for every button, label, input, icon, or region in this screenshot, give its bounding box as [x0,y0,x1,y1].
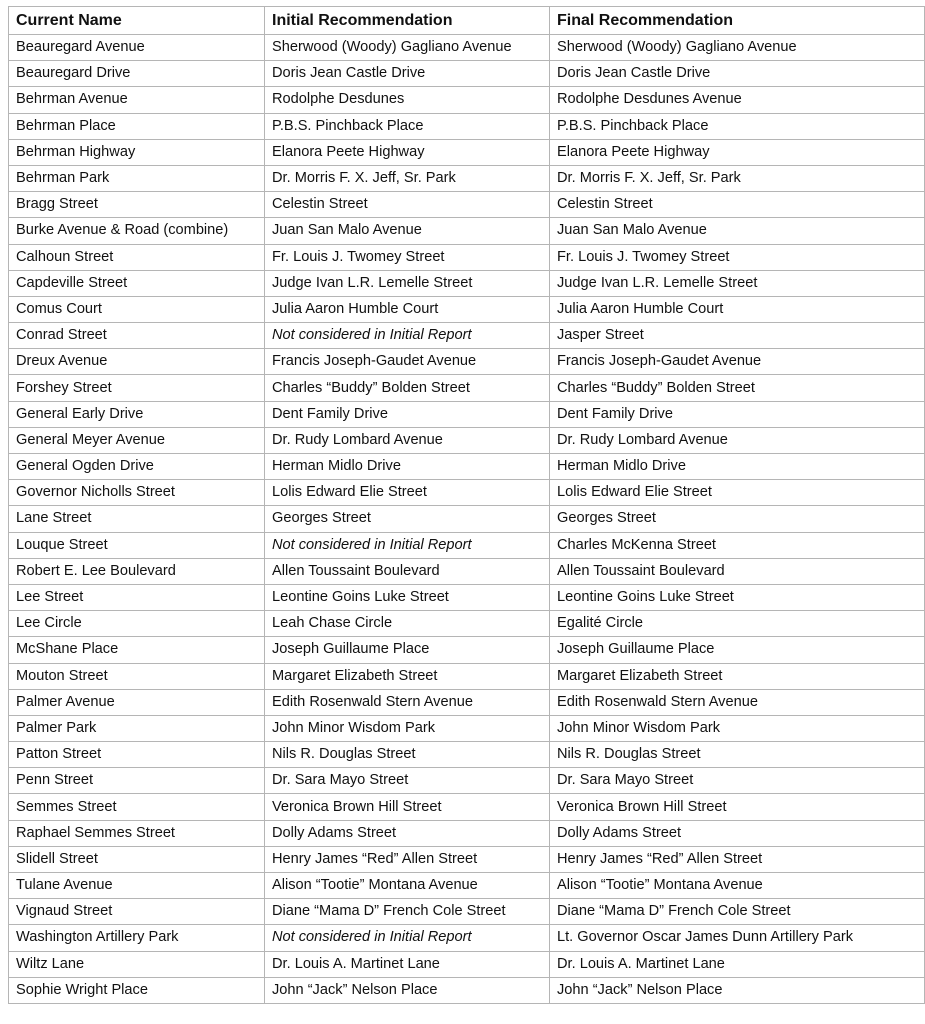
cell-current-name: Louque Street [9,532,265,558]
cell-final-recommendation: Diane “Mama D” French Cole Street [550,899,925,925]
cell-final-recommendation: Veronica Brown Hill Street [550,794,925,820]
cell-final-recommendation: Fr. Louis J. Twomey Street [550,244,925,270]
table-header [9,7,925,35]
cell-initial-recommendation: Leah Chase Circle [265,611,550,637]
cell-initial-recommendation: Veronica Brown Hill Street [265,794,550,820]
cell-current-name: Forshey Street [9,375,265,401]
cell-final-recommendation: Allen Toussaint Boulevard [550,558,925,584]
table-row [9,192,925,218]
cell-current-name: Bragg Street [9,192,265,218]
table-row [9,794,925,820]
cell-initial-recommendation: P.B.S. Pinchback Place [265,113,550,139]
table-row [9,375,925,401]
cell-current-name: General Ogden Drive [9,454,265,480]
cell-final-recommendation: John “Jack” Nelson Place [550,977,925,1003]
cell-current-name: Calhoun Street [9,244,265,270]
table-row [9,270,925,296]
cell-current-name: Behrman Park [9,165,265,191]
header-row [9,7,925,35]
cell-current-name: Wiltz Lane [9,951,265,977]
cell-initial-recommendation: Not considered in Initial Report [265,532,550,558]
table-row [9,244,925,270]
cell-initial-recommendation: Not considered in Initial Report [265,323,550,349]
table-row [9,35,925,61]
cell-final-recommendation: Julia Aaron Humble Court [550,296,925,322]
cell-initial-recommendation: Georges Street [265,506,550,532]
cell-final-recommendation: Charles McKenna Street [550,532,925,558]
table-row [9,506,925,532]
table-row [9,611,925,637]
table-row [9,951,925,977]
cell-final-recommendation: Leontine Goins Luke Street [550,584,925,610]
cell-final-recommendation: Elanora Peete Highway [550,139,925,165]
table-row [9,454,925,480]
cell-current-name: Palmer Park [9,715,265,741]
table-row [9,637,925,663]
cell-current-name: Lee Street [9,584,265,610]
cell-final-recommendation: Nils R. Douglas Street [550,742,925,768]
cell-current-name: Penn Street [9,768,265,794]
cell-final-recommendation: Jasper Street [550,323,925,349]
cell-current-name: Robert E. Lee Boulevard [9,558,265,584]
cell-current-name: Comus Court [9,296,265,322]
cell-final-recommendation: Margaret Elizabeth Street [550,663,925,689]
cell-current-name: McShane Place [9,637,265,663]
cell-current-name: Conrad Street [9,323,265,349]
cell-final-recommendation: Henry James “Red” Allen Street [550,846,925,872]
table-row [9,558,925,584]
table-row [9,139,925,165]
table-row [9,742,925,768]
cell-initial-recommendation: Judge Ivan L.R. Lemelle Street [265,270,550,296]
cell-final-recommendation: Alison “Tootie” Montana Avenue [550,873,925,899]
cell-initial-recommendation: Fr. Louis J. Twomey Street [265,244,550,270]
cell-current-name: Lee Circle [9,611,265,637]
cell-final-recommendation: Charles “Buddy” Bolden Street [550,375,925,401]
cell-initial-recommendation: Dr. Rudy Lombard Avenue [265,427,550,453]
cell-final-recommendation: Georges Street [550,506,925,532]
cell-final-recommendation: Juan San Malo Avenue [550,218,925,244]
table-row [9,899,925,925]
table-row [9,663,925,689]
cell-current-name: Governor Nicholls Street [9,480,265,506]
renaming-table-container [8,6,925,1004]
cell-current-name: Raphael Semmes Street [9,820,265,846]
cell-final-recommendation: John Minor Wisdom Park [550,715,925,741]
cell-final-recommendation: Doris Jean Castle Drive [550,61,925,87]
cell-initial-recommendation: Celestin Street [265,192,550,218]
table-row [9,87,925,113]
cell-final-recommendation: Dr. Rudy Lombard Avenue [550,427,925,453]
cell-current-name: General Early Drive [9,401,265,427]
cell-initial-recommendation: Charles “Buddy” Bolden Street [265,375,550,401]
cell-initial-recommendation: Diane “Mama D” French Cole Street [265,899,550,925]
table-row [9,113,925,139]
cell-current-name: Washington Artillery Park [9,925,265,951]
cell-initial-recommendation: Not considered in Initial Report [265,925,550,951]
cell-current-name: Palmer Avenue [9,689,265,715]
table-row [9,846,925,872]
table-row [9,61,925,87]
table-row [9,873,925,899]
cell-initial-recommendation: Dr. Morris F. X. Jeff, Sr. Park [265,165,550,191]
cell-final-recommendation: Dolly Adams Street [550,820,925,846]
cell-final-recommendation: Celestin Street [550,192,925,218]
cell-initial-recommendation: Nils R. Douglas Street [265,742,550,768]
cell-final-recommendation: Dent Family Drive [550,401,925,427]
table-row [9,401,925,427]
cell-final-recommendation: Herman Midlo Drive [550,454,925,480]
cell-initial-recommendation: Julia Aaron Humble Court [265,296,550,322]
cell-final-recommendation: Sherwood (Woody) Gagliano Avenue [550,35,925,61]
cell-initial-recommendation: Lolis Edward Elie Street [265,480,550,506]
cell-initial-recommendation: Dent Family Drive [265,401,550,427]
cell-current-name: Burke Avenue & Road (combine) [9,218,265,244]
cell-final-recommendation: Lolis Edward Elie Street [550,480,925,506]
table-row [9,715,925,741]
cell-final-recommendation: Dr. Louis A. Martinet Lane [550,951,925,977]
cell-current-name: Patton Street [9,742,265,768]
cell-current-name: Behrman Highway [9,139,265,165]
table-row [9,323,925,349]
cell-current-name: Slidell Street [9,846,265,872]
cell-initial-recommendation: Alison “Tootie” Montana Avenue [265,873,550,899]
cell-initial-recommendation: Margaret Elizabeth Street [265,663,550,689]
cell-initial-recommendation: Juan San Malo Avenue [265,218,550,244]
cell-final-recommendation: Rodolphe Desdunes Avenue [550,87,925,113]
cell-final-recommendation: Dr. Sara Mayo Street [550,768,925,794]
table-row [9,427,925,453]
cell-final-recommendation: Dr. Morris F. X. Jeff, Sr. Park [550,165,925,191]
cell-initial-recommendation: Edith Rosenwald Stern Avenue [265,689,550,715]
table-row [9,925,925,951]
cell-final-recommendation: Joseph Guillaume Place [550,637,925,663]
cell-initial-recommendation: Sherwood (Woody) Gagliano Avenue [265,35,550,61]
cell-current-name: Capdeville Street [9,270,265,296]
table-row [9,480,925,506]
cell-final-recommendation: Lt. Governor Oscar James Dunn Artillery Park [550,925,925,951]
header-initial-recommendation: Initial Recommendation [265,7,550,35]
cell-current-name: Lane Street [9,506,265,532]
table-row [9,296,925,322]
table-row [9,768,925,794]
table-row [9,977,925,1003]
cell-initial-recommendation: Dr. Louis A. Martinet Lane [265,951,550,977]
cell-current-name: Tulane Avenue [9,873,265,899]
cell-initial-recommendation: Leontine Goins Luke Street [265,584,550,610]
table-row [9,165,925,191]
street-renaming-table [8,6,925,1004]
cell-current-name: Sophie Wright Place [9,977,265,1003]
table-body [9,35,925,1004]
table-row [9,218,925,244]
cell-current-name: Vignaud Street [9,899,265,925]
cell-initial-recommendation: Henry James “Red” Allen Street [265,846,550,872]
cell-initial-recommendation: John “Jack” Nelson Place [265,977,550,1003]
cell-current-name: Semmes Street [9,794,265,820]
cell-initial-recommendation: John Minor Wisdom Park [265,715,550,741]
cell-current-name: General Meyer Avenue [9,427,265,453]
cell-final-recommendation: P.B.S. Pinchback Place [550,113,925,139]
cell-current-name: Behrman Avenue [9,87,265,113]
cell-initial-recommendation: Dolly Adams Street [265,820,550,846]
cell-final-recommendation: Judge Ivan L.R. Lemelle Street [550,270,925,296]
header-current-name: Current Name [9,7,265,35]
cell-current-name: Behrman Place [9,113,265,139]
cell-initial-recommendation: Joseph Guillaume Place [265,637,550,663]
table-row [9,820,925,846]
cell-final-recommendation: Francis Joseph-Gaudet Avenue [550,349,925,375]
cell-current-name: Dreux Avenue [9,349,265,375]
cell-initial-recommendation: Elanora Peete Highway [265,139,550,165]
table-row [9,689,925,715]
cell-initial-recommendation: Francis Joseph-Gaudet Avenue [265,349,550,375]
cell-current-name: Mouton Street [9,663,265,689]
cell-initial-recommendation: Doris Jean Castle Drive [265,61,550,87]
table-row [9,584,925,610]
header-final-recommendation: Final Recommendation [550,7,925,35]
table-row [9,532,925,558]
cell-initial-recommendation: Rodolphe Desdunes [265,87,550,113]
cell-initial-recommendation: Herman Midlo Drive [265,454,550,480]
cell-current-name: Beauregard Avenue [9,35,265,61]
cell-current-name: Beauregard Drive [9,61,265,87]
cell-initial-recommendation: Allen Toussaint Boulevard [265,558,550,584]
table-row [9,349,925,375]
cell-final-recommendation: Egalité Circle [550,611,925,637]
cell-final-recommendation: Edith Rosenwald Stern Avenue [550,689,925,715]
cell-initial-recommendation: Dr. Sara Mayo Street [265,768,550,794]
